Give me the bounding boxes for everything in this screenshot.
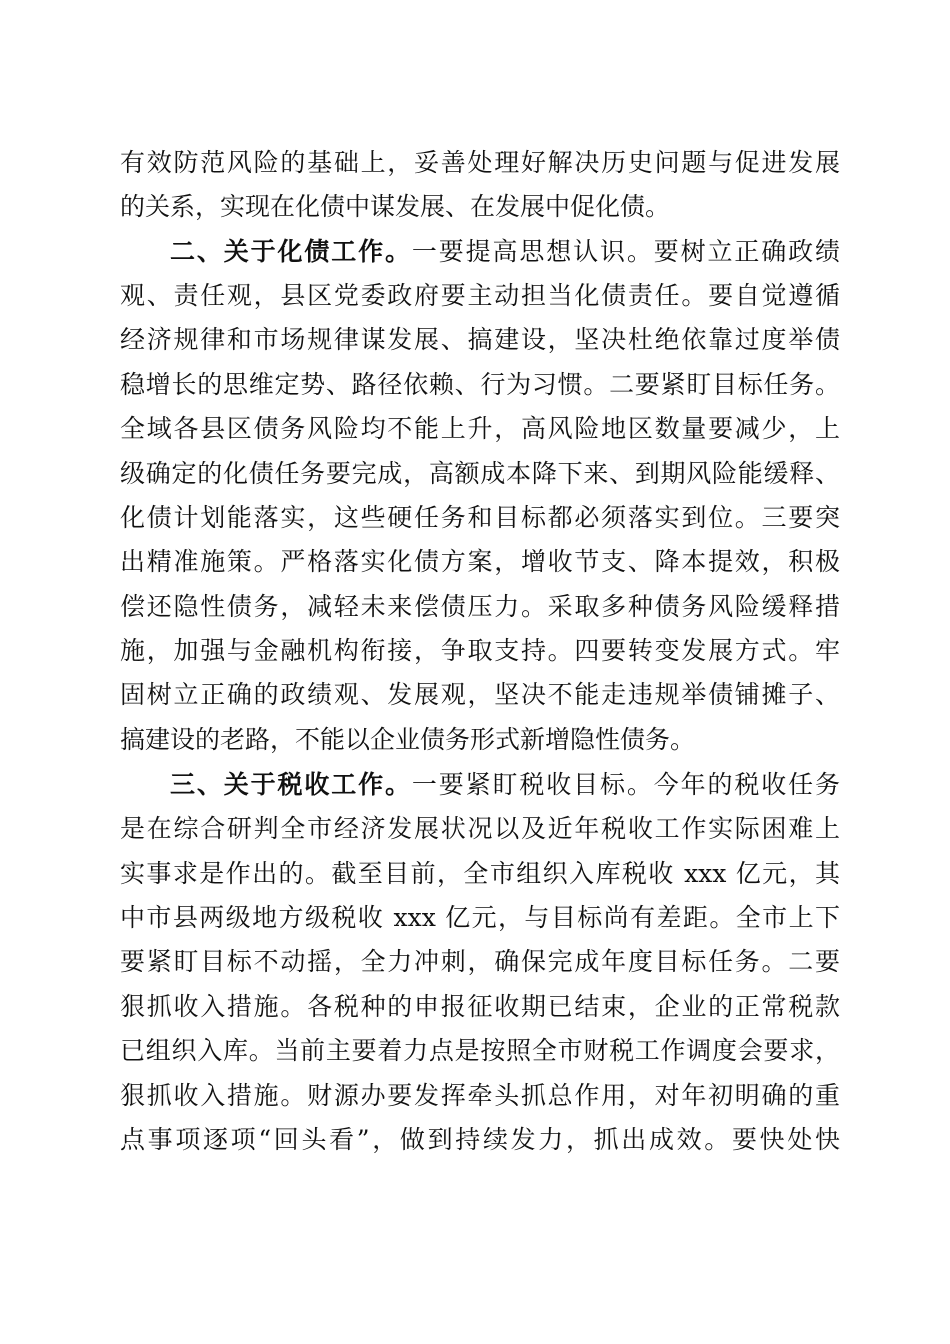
paragraph-2-line: 化债计划能落实，这些硬任务和目标都必须落实到位。三要突 <box>120 503 840 532</box>
paragraph-3-line: 狠抓收入措施。财源办要发挥牵头抓总作用，对年初明确的重 <box>120 1081 840 1110</box>
paragraph-2-first-line-text: 一要提高思想认识。要树立正确政绩 <box>411 237 840 266</box>
paragraph-3-line: 是在综合研判全市经济发展状况以及近年税收工作实际困难上 <box>120 814 840 843</box>
paragraph-2-line: 出精准施策。严格落实化债方案，增收节支、降本提效，积极 <box>120 547 840 576</box>
paragraph-3-line: 狠抓收入措施。各税种的申报征收期已结束，企业的正常税款 <box>120 992 840 1021</box>
paragraph-2-line: 偿还隐性债务，减轻未来偿债压力。采取多种债务风险缓释措 <box>120 592 840 621</box>
paragraph-3-line: 要紧盯目标不动摇，全力冲刺，确保完成年度目标任务。二要 <box>120 947 840 976</box>
paragraph-2-first-line <box>170 232 840 272</box>
paragraph-2-line: 固树立正确的政绩观、发展观，坚决不能走违规举债铺摊子、 <box>120 680 840 709</box>
paragraph-2-line: 全域各县区债务风险均不能上升，高风险地区数量要减少，上 <box>120 414 840 443</box>
paragraph-3-line: 中市县两级地方级税收 xxx 亿元，与目标尚有差距。全市上下 <box>120 903 840 932</box>
paragraph-2-line: 经济规律和市场规律谋发展、搞建设，坚决杜绝依靠过度举债 <box>120 325 840 354</box>
paragraph-2-line: 施，加强与金融机构衔接，争取支持。四要转变发展方式。牢 <box>120 636 840 665</box>
section-heading-debt: 二、关于化债工作。 <box>170 237 412 266</box>
paragraph-2-line: 搞建设的老路，不能以企业债务形式新增隐性债务。 <box>120 725 696 754</box>
paragraph-3-line: 实事求是作出的。截至目前，全市组织入库税收 xxx 亿元，其 <box>120 859 840 888</box>
paragraph-1-line-1: 有效防范风险的基础上，妥善处理好解决历史问题与促进发展 <box>120 148 840 177</box>
section-heading-tax: 三、关于税收工作。 <box>170 770 412 799</box>
paragraph-1-line-2: 的关系，实现在化债中谋发展、在发展中促化债。 <box>120 192 671 221</box>
paragraph-3-line: 点事项逐项“回头看”，做到持续发力，抓出成效。要快处快 <box>120 1125 840 1154</box>
paragraph-3-first-line-text: 一要紧盯税收目标。今年的税收任务 <box>411 770 840 799</box>
paragraph-2-line: 观、责任观，县区党委政府要主动担当化债责任。要自觉遵循 <box>120 281 840 310</box>
paragraph-2-line: 稳增长的思维定势、路径依赖、行为习惯。二要紧盯目标任务。 <box>120 370 840 399</box>
paragraph-3-line: 已组织入库。当前主要着力点是按照全市财税工作调度会要求， <box>120 1036 840 1065</box>
paragraph-3-first-line <box>170 765 840 805</box>
paragraph-2-line: 级确定的化债任务要完成，高额成本降下来、到期风险能缓释、 <box>120 459 840 488</box>
